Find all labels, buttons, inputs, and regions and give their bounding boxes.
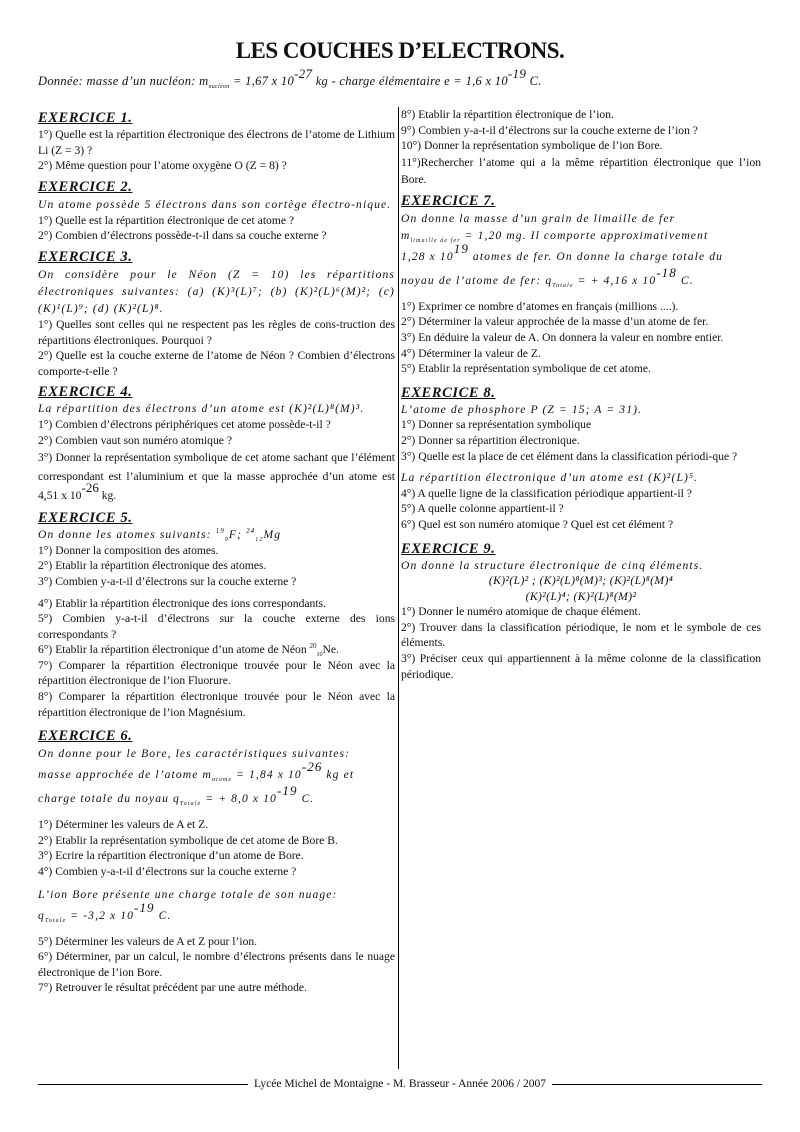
exponent: -19	[134, 899, 155, 915]
element-symbol: F;	[228, 528, 247, 542]
question: 6°) Déterminer, par un calcul, le nombre d’électrons présents dans le nuage électronique de l’ion Bore.	[38, 950, 395, 979]
footer-rule-left	[38, 1084, 248, 1085]
question: 8°) Etablir la répartition électronique de l’ion.	[401, 108, 614, 121]
intro-text: = 1,84 x 10	[232, 768, 302, 782]
question: 2°) Même question pour l’atome oxygène O (Z = 8) ?	[38, 159, 287, 173]
intro-text: masse approchée de l’atome m	[38, 768, 212, 782]
question	[38, 642, 395, 658]
question: 1°) Combien d’électrons périphériques cet atome possède-t-il ?	[38, 417, 331, 431]
page-title: LES COUCHES D’ELECTRONS.	[235, 38, 565, 63]
exercise-6-title: EXERCICE 6.	[38, 728, 133, 745]
question: 3°) Quelle est la place de cet élément dans la classification périodi-que ?	[401, 449, 738, 463]
exercise-intro	[38, 527, 395, 543]
subscript: Totale	[552, 282, 574, 289]
question-text: 6°) Etablir la répartition électronique d’un atome de Néon	[38, 643, 310, 657]
exercise-5-title: EXERCICE 5.	[38, 510, 133, 527]
exercise-8-title: EXERCICE 8.	[401, 384, 496, 401]
intro-text: C.	[297, 792, 315, 806]
atomic-number: 9	[224, 537, 229, 544]
mass-number: 19	[215, 527, 225, 536]
question: 1°) Quelle est la répartition électronique de cet atome ?	[38, 213, 295, 227]
question: 5°) Combien y-a-t-il d’électrons sur la couche externe des ions correspondants ?	[38, 612, 395, 641]
question: 2°) Combien d’électrons possède-t-il dans sa couche externe ?	[38, 229, 327, 243]
question-text: kg.	[98, 489, 117, 503]
question-text: 3°) Donner la représentation symbolique de cet atome sachant que l’élément correspondant est l’aluminium et que la masse approchée d’un atome est 4,51 x 10	[38, 451, 395, 503]
intro-text: charge totale du noyau q	[38, 792, 180, 806]
element-symbol: Ne.	[322, 643, 339, 657]
question: 5°) Etablir la représentation symbolique de cet atome.	[401, 362, 651, 376]
exercise-intro: On donne la structure électronique de cinq éléments.	[401, 558, 704, 572]
question: 7°) Retrouver le résultat précédent par une autre méthode.	[38, 981, 307, 995]
exercise-intro: On considère pour le Néon (Z = 10) les répartitions électroniques suivantes: (a) (K)³(L)⁷; (b) (K)²(L)⁶(M)²; (c) (K)¹(L)⁹; (d) (K)²(L)⁸.	[38, 267, 395, 315]
exercise-intro: L’atome de phosphore P (Z = 15; A = 31).	[401, 402, 643, 416]
question: 3°) En déduire la valeur de A. On donnera la valeur en nombre entier.	[401, 330, 724, 344]
exercise-intro: La répartition des électrons d’un atome est (K)²(L)⁸(M)³.	[38, 402, 365, 416]
column-divider	[398, 107, 399, 1069]
atomic-number: 12	[255, 537, 264, 544]
intro-text: = + 4,16 x 10	[573, 273, 657, 287]
question: 5°) A quelle colonne appartient-il ?	[401, 502, 564, 516]
exercise-intro	[38, 759, 395, 787]
intro-text: noyau de l’atome de fer: q	[401, 273, 553, 287]
question: 1°) Donner la composition des atomes.	[38, 543, 219, 557]
question: 2°) Quelle est la couche externe de l’atome de Néon ? Combien d’électrons comporte-t-elle ?	[38, 349, 395, 378]
exercise-1-title: EXERCICE 1.	[38, 110, 133, 126]
formula-line: (K)²(L)⁴; (K)²(L)⁸(M)²	[525, 589, 637, 603]
ion-intro: L’ion Bore présente une charge totale de son nuage:	[38, 887, 338, 901]
intro-text: = + 8,0 x 10	[201, 792, 277, 806]
question: 1°) Déterminer les valeurs de A et Z.	[38, 818, 209, 832]
intro-text: On donne les atomes suivants:	[38, 528, 216, 542]
intro-text: kg et	[322, 768, 355, 782]
atomic-number: 10	[316, 652, 323, 659]
exponent: -26	[301, 759, 323, 775]
question: 4°) Déterminer la valeur de Z.	[401, 346, 541, 360]
question	[38, 448, 395, 505]
intro-text: q	[38, 908, 45, 922]
subscript: atome	[211, 777, 233, 784]
exponent: -27	[294, 66, 313, 81]
question: 2°) Trouver dans la classification périodique, le nom et le symbole de ces éléments.	[401, 620, 761, 650]
footer-text: Lycée Michel de Montaigne - M. Brasseur - Année 2006 / 2007	[254, 1078, 546, 1090]
question: 4°) Combien y-a-t-il d’électrons sur la couche externe ?	[38, 865, 297, 879]
question: 8°) Comparer la répartition électronique trouvée pour le Néon avec la répartition électronique de l’ion Magnésium.	[38, 690, 395, 719]
right-column	[401, 107, 761, 682]
exercise-intro: La répartition électronique d’un atome est (K)²(L)⁵.	[401, 471, 699, 485]
intro-text: m	[401, 228, 411, 242]
exercise-intro: On donne la masse d’un grain de limaille de fer	[401, 211, 676, 225]
exponent: -26	[81, 480, 99, 496]
footer-rule-right	[552, 1084, 762, 1085]
subscript: limaille de fer	[410, 237, 461, 244]
question: 5°) Déterminer les valeurs de A et Z pour l’ion.	[38, 934, 258, 948]
intro-text: atomes de fer. On donne la charge totale du	[468, 249, 723, 263]
question: 6°) Quel est son numéro atomique ? Quel est cet élément ?	[401, 517, 674, 531]
question: 3°) Combien y-a-t-il d’électrons sur la couche externe ?	[38, 574, 297, 588]
intro-text: 1,28 x 10	[401, 249, 454, 263]
question: 11°)Rechercher l’atome qui a la même répartition électronique que l’ion Bore.	[401, 155, 761, 186]
exercise-4-title: EXERCICE 4.	[38, 384, 133, 401]
left-column	[38, 110, 395, 996]
intro-text: C.	[154, 908, 172, 922]
exponent: -19	[507, 66, 527, 81]
exercise-intro	[401, 264, 761, 293]
exercise-7-title: EXERCICE 7.	[401, 192, 496, 209]
exercise-2-title: EXERCICE 2.	[38, 178, 133, 195]
given-text: = 1,67 x 10	[229, 74, 295, 88]
intro-text: = 1,20 mg. Il comporte approximativement	[460, 228, 709, 242]
question: 2°) Déterminer la valeur approchée de la masse d’un atome de fer.	[401, 315, 709, 329]
exercise-intro: On donne pour le Bore, les caractéristiques suivantes:	[38, 747, 351, 761]
question: 2°) Etablir la représentation symbolique de cet atome de Bore B.	[38, 833, 338, 847]
question: 10°) Donner la représentation symbolique de l’ion Bore.	[401, 139, 663, 153]
mass-number: 20	[309, 642, 317, 651]
given-text: Donnée: masse d’un nucléon: m	[38, 74, 209, 88]
question: 1°) Quelles sont celles qui ne respectent pas les règles de cons-truction des répartitions électroniques. Pourquoi ?	[38, 317, 395, 347]
question: 1°) Quelle est la répartition électronique des électrons de l’atome de Lithium Li (Z = 3) ?	[38, 128, 395, 157]
exercise-9-title: EXERCICE 9.	[401, 540, 496, 557]
intro-text: C.	[676, 273, 694, 287]
intro-text: = -3,2 x 10	[66, 908, 135, 922]
mass-number: 24	[246, 527, 256, 536]
question: 9°) Combien y-a-t-il d’électrons sur la couche externe de l’ion ?	[401, 123, 698, 137]
question: 2°) Combien vaut son numéro atomique ?	[38, 433, 232, 447]
subscript: Totale	[179, 801, 202, 808]
element-symbol: Mg	[263, 528, 282, 542]
exercise-3-title: EXERCICE 3.	[38, 248, 133, 265]
exercise-intro: Un atome possède 5 électrons dans son cortège électro-nique.	[38, 197, 392, 211]
given-text: C.	[526, 74, 542, 88]
ion-intro	[38, 899, 395, 928]
subscript: Totale	[44, 917, 67, 924]
question: 4°) A quelle ligne de la classification périodique appartient-il ?	[401, 486, 692, 500]
question: 1°) Donner le numéro atomique de chaque élément.	[401, 605, 641, 619]
footer	[38, 1078, 762, 1090]
question: 3°) Préciser ceux qui appartiennent à la même colonne de la classification périodique.	[401, 652, 761, 681]
formula-line: (K)²(L)² ; (K)²(L)⁸(M)³; (K)²(L)⁸(M)⁴	[488, 574, 674, 588]
exercise-intro	[38, 783, 395, 811]
exponent: 19	[453, 240, 469, 256]
question: 7°) Comparer la répartition électronique trouvée pour le Néon avec la répartition électronique de l’ion Fluorure.	[38, 658, 395, 688]
exponent: -18	[656, 264, 677, 280]
question: 2°) Etablir la répartition électronique des atomes.	[38, 559, 267, 573]
question: 2°) Donner sa répartition électronique.	[401, 433, 580, 447]
question: 1°) Exprimer ce nombre d’atomes en français (millions ....).	[401, 299, 679, 313]
given-data	[38, 66, 542, 90]
given-text: kg - charge élémentaire e = 1,6 x 10	[312, 74, 508, 88]
question: 4°) Etablir la répartition électronique des ions correspondants.	[38, 596, 326, 610]
subscript: nucléon	[208, 84, 230, 90]
exponent: -19	[276, 783, 298, 799]
question: 1°) Donner sa représentation symbolique	[401, 418, 592, 432]
question: 3°) Ecrire la répartition électronique d’un atome de Bore.	[38, 849, 304, 863]
